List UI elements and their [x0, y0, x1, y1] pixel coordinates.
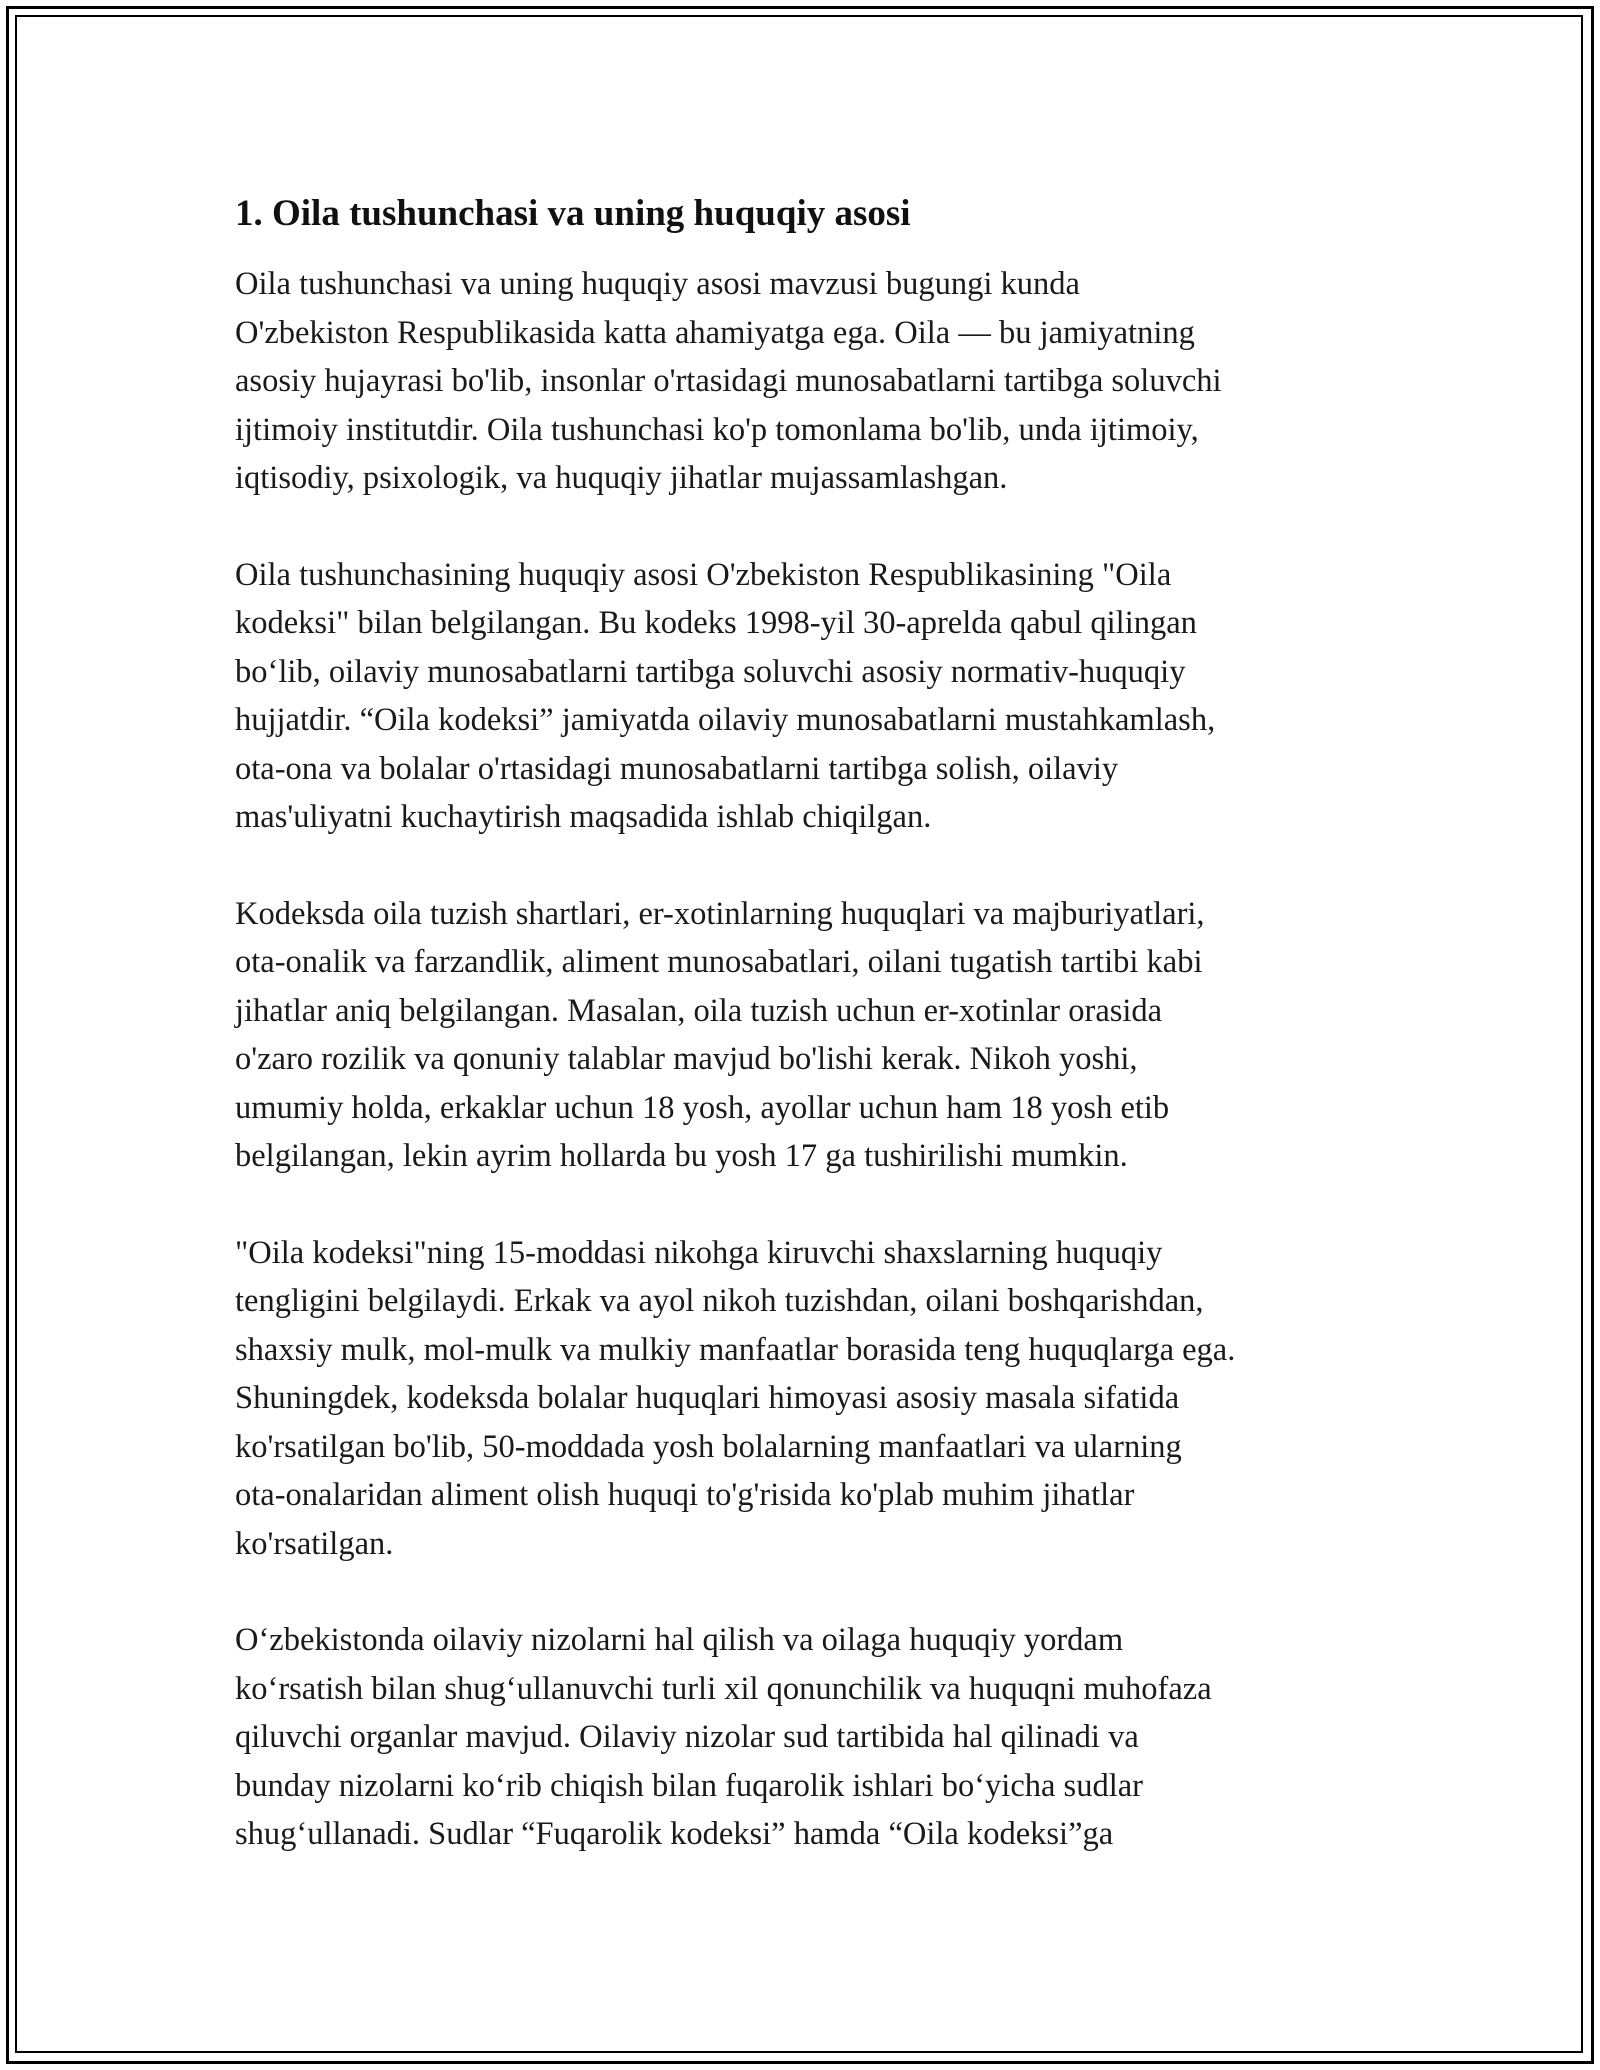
text-line: Oila tushunchasining huquqiy asosi O'zbekiston Respublikasining "Oila: [235, 556, 1172, 593]
text-line: kodeksi" bilan belgilangan. Bu kodeks 1998-yil 30-aprelda qabul qilingan: [235, 605, 1197, 641]
text-line: ijtimoiy institutdir. Oila tushunchasi ko'p tomonlama bo'lib, unda ijtimoiy,: [235, 411, 1199, 448]
text-line: Kodeksda oila tuzish shartlari, er-xotinlarning huquqlari va majburiyatlari,: [235, 895, 1205, 932]
paragraph-5: [235, 1616, 1385, 1859]
text-line: bunday nizolarni ko‘rib chiqish bilan fuqarolik ishlari bo‘yicha sudlar: [235, 1767, 1143, 1804]
text-line: hujjatdir. “Oila kodeksi” jamiyatda oilaviy munosabatlarni mustahkamlash,: [235, 702, 1216, 738]
document-body: [235, 190, 1385, 1907]
text-line: iqtisodiy, psixologik, va huquqiy jihatlar mujassamlashgan.: [235, 460, 1008, 496]
text-line: jihatlar aniq belgilangan. Masalan, oila tuzish uchun er-xotinlar orasida: [235, 992, 1163, 1029]
text-line: ota-onalik va farzandlik, aliment munosabatlari, oilani tugatish tartibi kabi: [235, 944, 1203, 980]
paragraph-4: [235, 1229, 1385, 1569]
section-heading: 1. Oila tushunchasi va uning huquqiy asosi: [235, 193, 911, 234]
text-line: belgilangan, lekin ayrim hollarda bu yosh 17 ga tushirilishi mumkin.: [235, 1138, 1128, 1174]
paragraph-3: [235, 890, 1385, 1181]
text-line: Shuningdek, kodeksda bolalar huquqlari himoyasi asosiy masala sifatida: [235, 1380, 1180, 1416]
text-line: "Oila kodeksi"ning 15-moddasi nikohga kiruvchi shaxslarning huquqiy: [235, 1234, 1163, 1271]
text-line: ota-ona va bolalar o'rtasidagi munosabatlarni tartibga solish, oilaviy: [235, 750, 1119, 787]
text-line: Oila tushunchasi va uning huquqiy asosi mavzusi bugungi kunda: [235, 266, 1080, 302]
text-line: ko'rsatilgan.: [235, 1525, 394, 1562]
text-line: o'zaro rozilik va qonuniy talablar mavjud bo'lishi kerak. Nikoh yoshi,: [235, 1041, 1138, 1077]
text-line: O‘zbekistonda oilaviy nizolarni hal qilish va oilaga huquqiy yordam: [235, 1622, 1124, 1658]
paragraph-1: [235, 260, 1385, 503]
text-line: ko'rsatilgan bo'lib, 50-moddada yosh bolalarning manfaatlari va ularning: [235, 1428, 1182, 1465]
text-line: ota-onalaridan aliment olish huquqi to'g'risida ko'plab muhim jihatlar: [235, 1477, 1135, 1513]
text-line: shaxsiy mulk, mol-mulk va mulkiy manfaatlar borasida teng huquqlarga ega.: [235, 1331, 1236, 1368]
text-line: umumiy holda, erkaklar uchun 18 yosh, ayollar uchun ham 18 yosh etib: [235, 1089, 1170, 1126]
text-line: shug‘ullanadi. Sudlar “Fuqarolik kodeksi” hamda “Oila kodeksi”ga: [235, 1816, 1114, 1852]
paragraph-2: [235, 551, 1385, 842]
text-line: tengligini belgilaydi. Erkak va ayol nikoh tuzishdan, oilani boshqarishdan,: [235, 1283, 1204, 1319]
text-line: qiluvchi organlar mavjud. Oilaviy nizolar sud tartibida hal qilinadi va: [235, 1719, 1139, 1755]
text-line: mas'uliyatni kuchaytirish maqsadida ishlab chiqilgan.: [235, 799, 932, 835]
text-line: bo‘lib, oilaviy munosabatlarni tartibga soluvchi asosiy normativ-huquqiy: [235, 653, 1186, 690]
text-line: O'zbekiston Respublikasida katta ahamiyatga ega. Oila — bu jamiyatning: [235, 314, 1195, 351]
text-line: ko‘rsatish bilan shug‘ullanuvchi turli xil qonunchilik va huquqni muhofaza: [235, 1670, 1212, 1707]
text-line: asosiy hujayrasi bo'lib, insonlar o'rtasidagi munosabatlarni tartibga soluvchi: [235, 363, 1222, 399]
